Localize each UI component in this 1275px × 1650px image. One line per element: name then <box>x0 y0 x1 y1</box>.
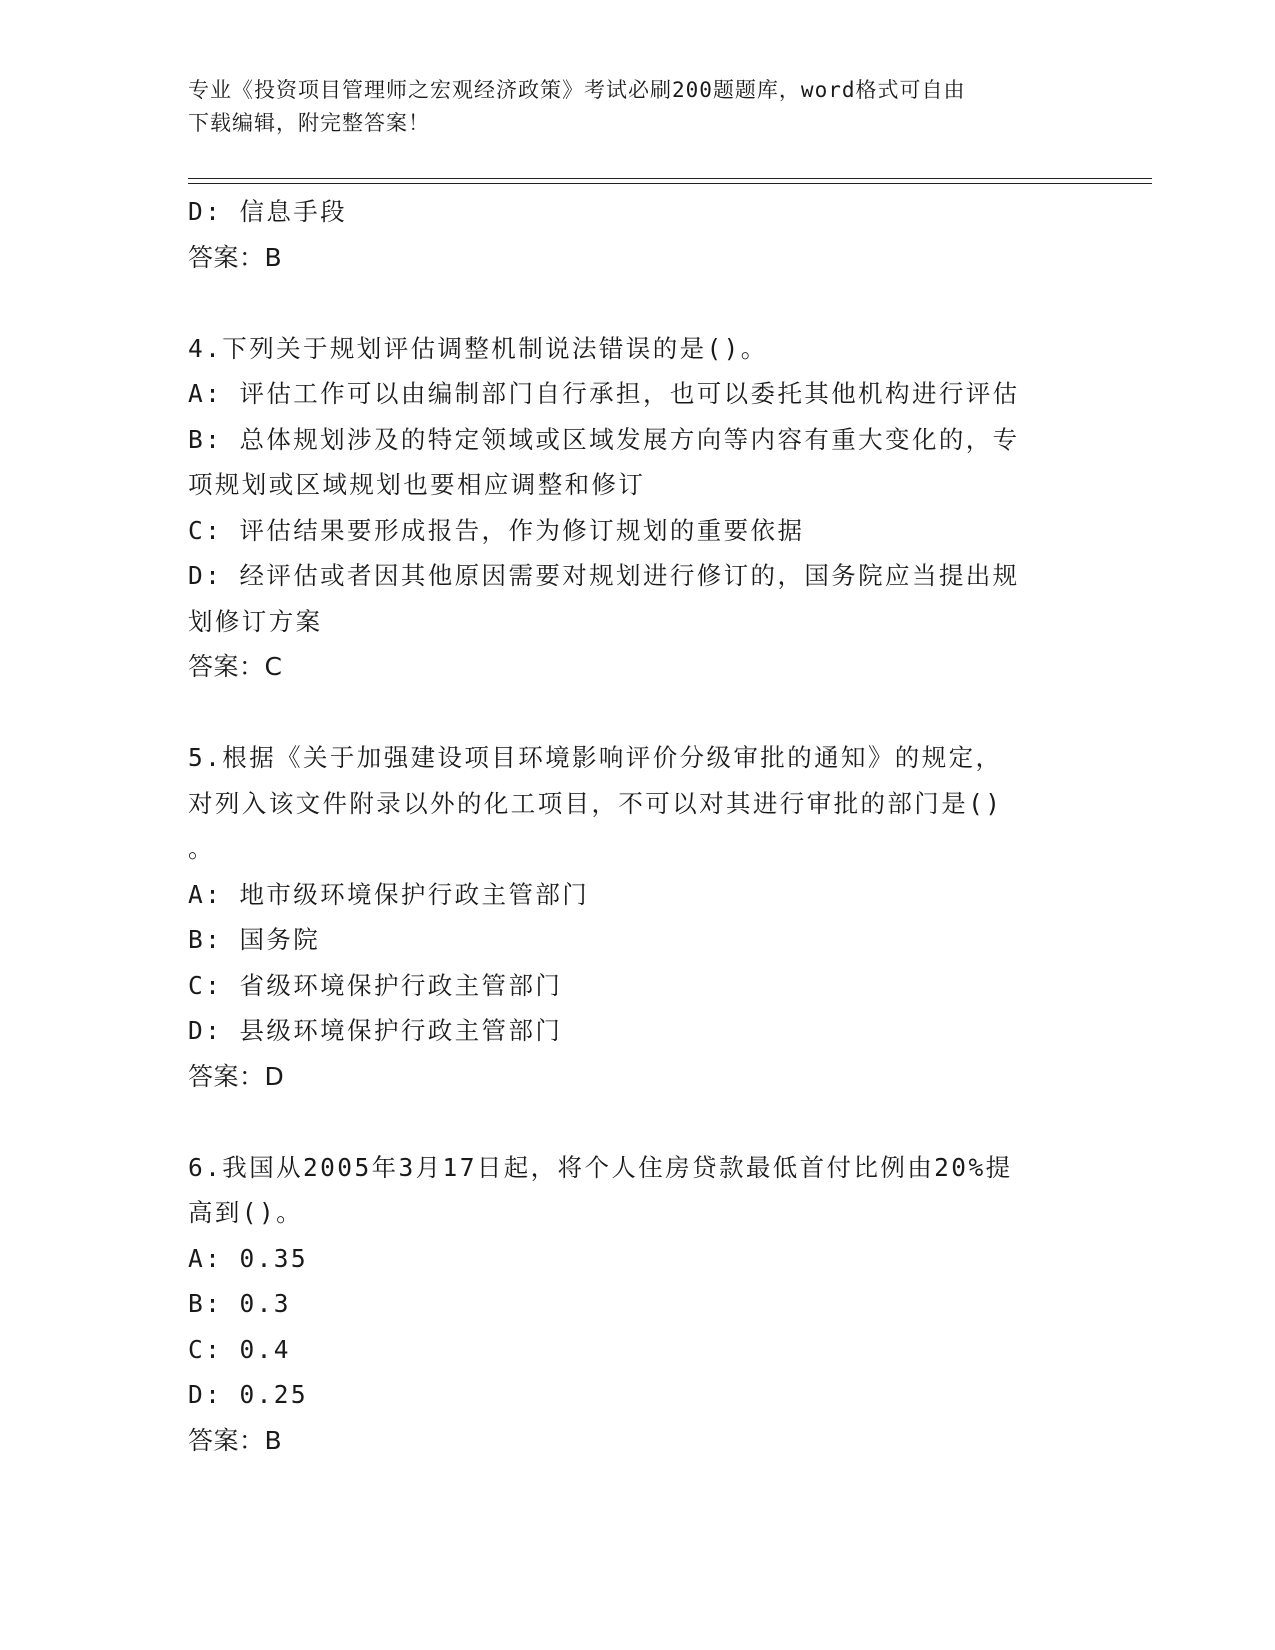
answer: 答案：D <box>188 1061 285 1091</box>
option-c: C: 0.4 <box>188 1334 291 1364</box>
question-stem: 6.我国从2005年3月17日起，将个人住房贷款最低首付比例由20%提 <box>188 1152 1013 1182</box>
question-5 <box>188 735 1088 1099</box>
option-b: B: 0.3 <box>188 1289 291 1318</box>
option-c: C: 评估结果要形成报告，作为修订规划的重要依据 <box>188 515 805 545</box>
option-a: A: 地市级环境保护行政主管部门 <box>188 879 590 909</box>
option-a: A: 0.35 <box>188 1243 309 1273</box>
document-header <box>188 74 1088 140</box>
spacer <box>188 280 1088 326</box>
question-prev <box>188 189 1088 280</box>
question-stem: 4.下列关于规划评估调整机制说法错误的是()。 <box>188 333 768 363</box>
option-c: C: 省级环境保护行政主管部门 <box>188 970 563 1000</box>
question-stem: 5.根据《关于加强建设项目环境影响评价分级审批的通知》的规定， <box>188 743 1003 772</box>
spacer <box>188 690 1088 736</box>
question-stem-continued: 对列入该文件附录以外的化工项目，不可以对其进行审批的部门是() <box>188 788 1003 818</box>
option-d: D: 信息手段 <box>188 197 348 226</box>
question-list <box>188 189 1088 1463</box>
option-d: D: 0.25 <box>188 1380 309 1409</box>
option-d: D: 县级环境保护行政主管部门 <box>188 1016 563 1045</box>
spacer <box>188 1099 1088 1145</box>
option-d-continued: 划修订方案 <box>188 606 323 636</box>
header-divider-bottom <box>188 183 1152 184</box>
option-a: A: 评估工作可以由编制部门自行承担，也可以委托其他机构进行评估 <box>188 379 1020 408</box>
option-b-continued: 项规划或区域规划也要相应调整和修订 <box>188 470 646 499</box>
question-4 <box>188 326 1088 690</box>
question-stem-continued: 高到()。 <box>188 1198 304 1227</box>
header-divider-top <box>188 178 1152 179</box>
option-b: B: 国务院 <box>188 925 321 954</box>
option-d: D: 经评估或者因其他原因需要对规划进行修订的，国务院应当提出规 <box>188 561 1020 590</box>
question-stem-end: 。 <box>188 834 215 863</box>
answer: 答案：C <box>188 652 283 681</box>
question-6 <box>188 1145 1088 1464</box>
option-b: B: 总体规划涉及的特定领域或区域发展方向等内容有重大变化的，专 <box>188 424 1020 454</box>
answer: 答案：B <box>188 242 283 272</box>
header-line-2: 下载编辑，附完整答案！ <box>188 111 430 135</box>
header-line-1: 专业《投资项目管理师之宏观经济政策》考试必刷200题题库，word格式可自由 <box>188 78 966 102</box>
answer: 答案：B <box>188 1425 283 1455</box>
